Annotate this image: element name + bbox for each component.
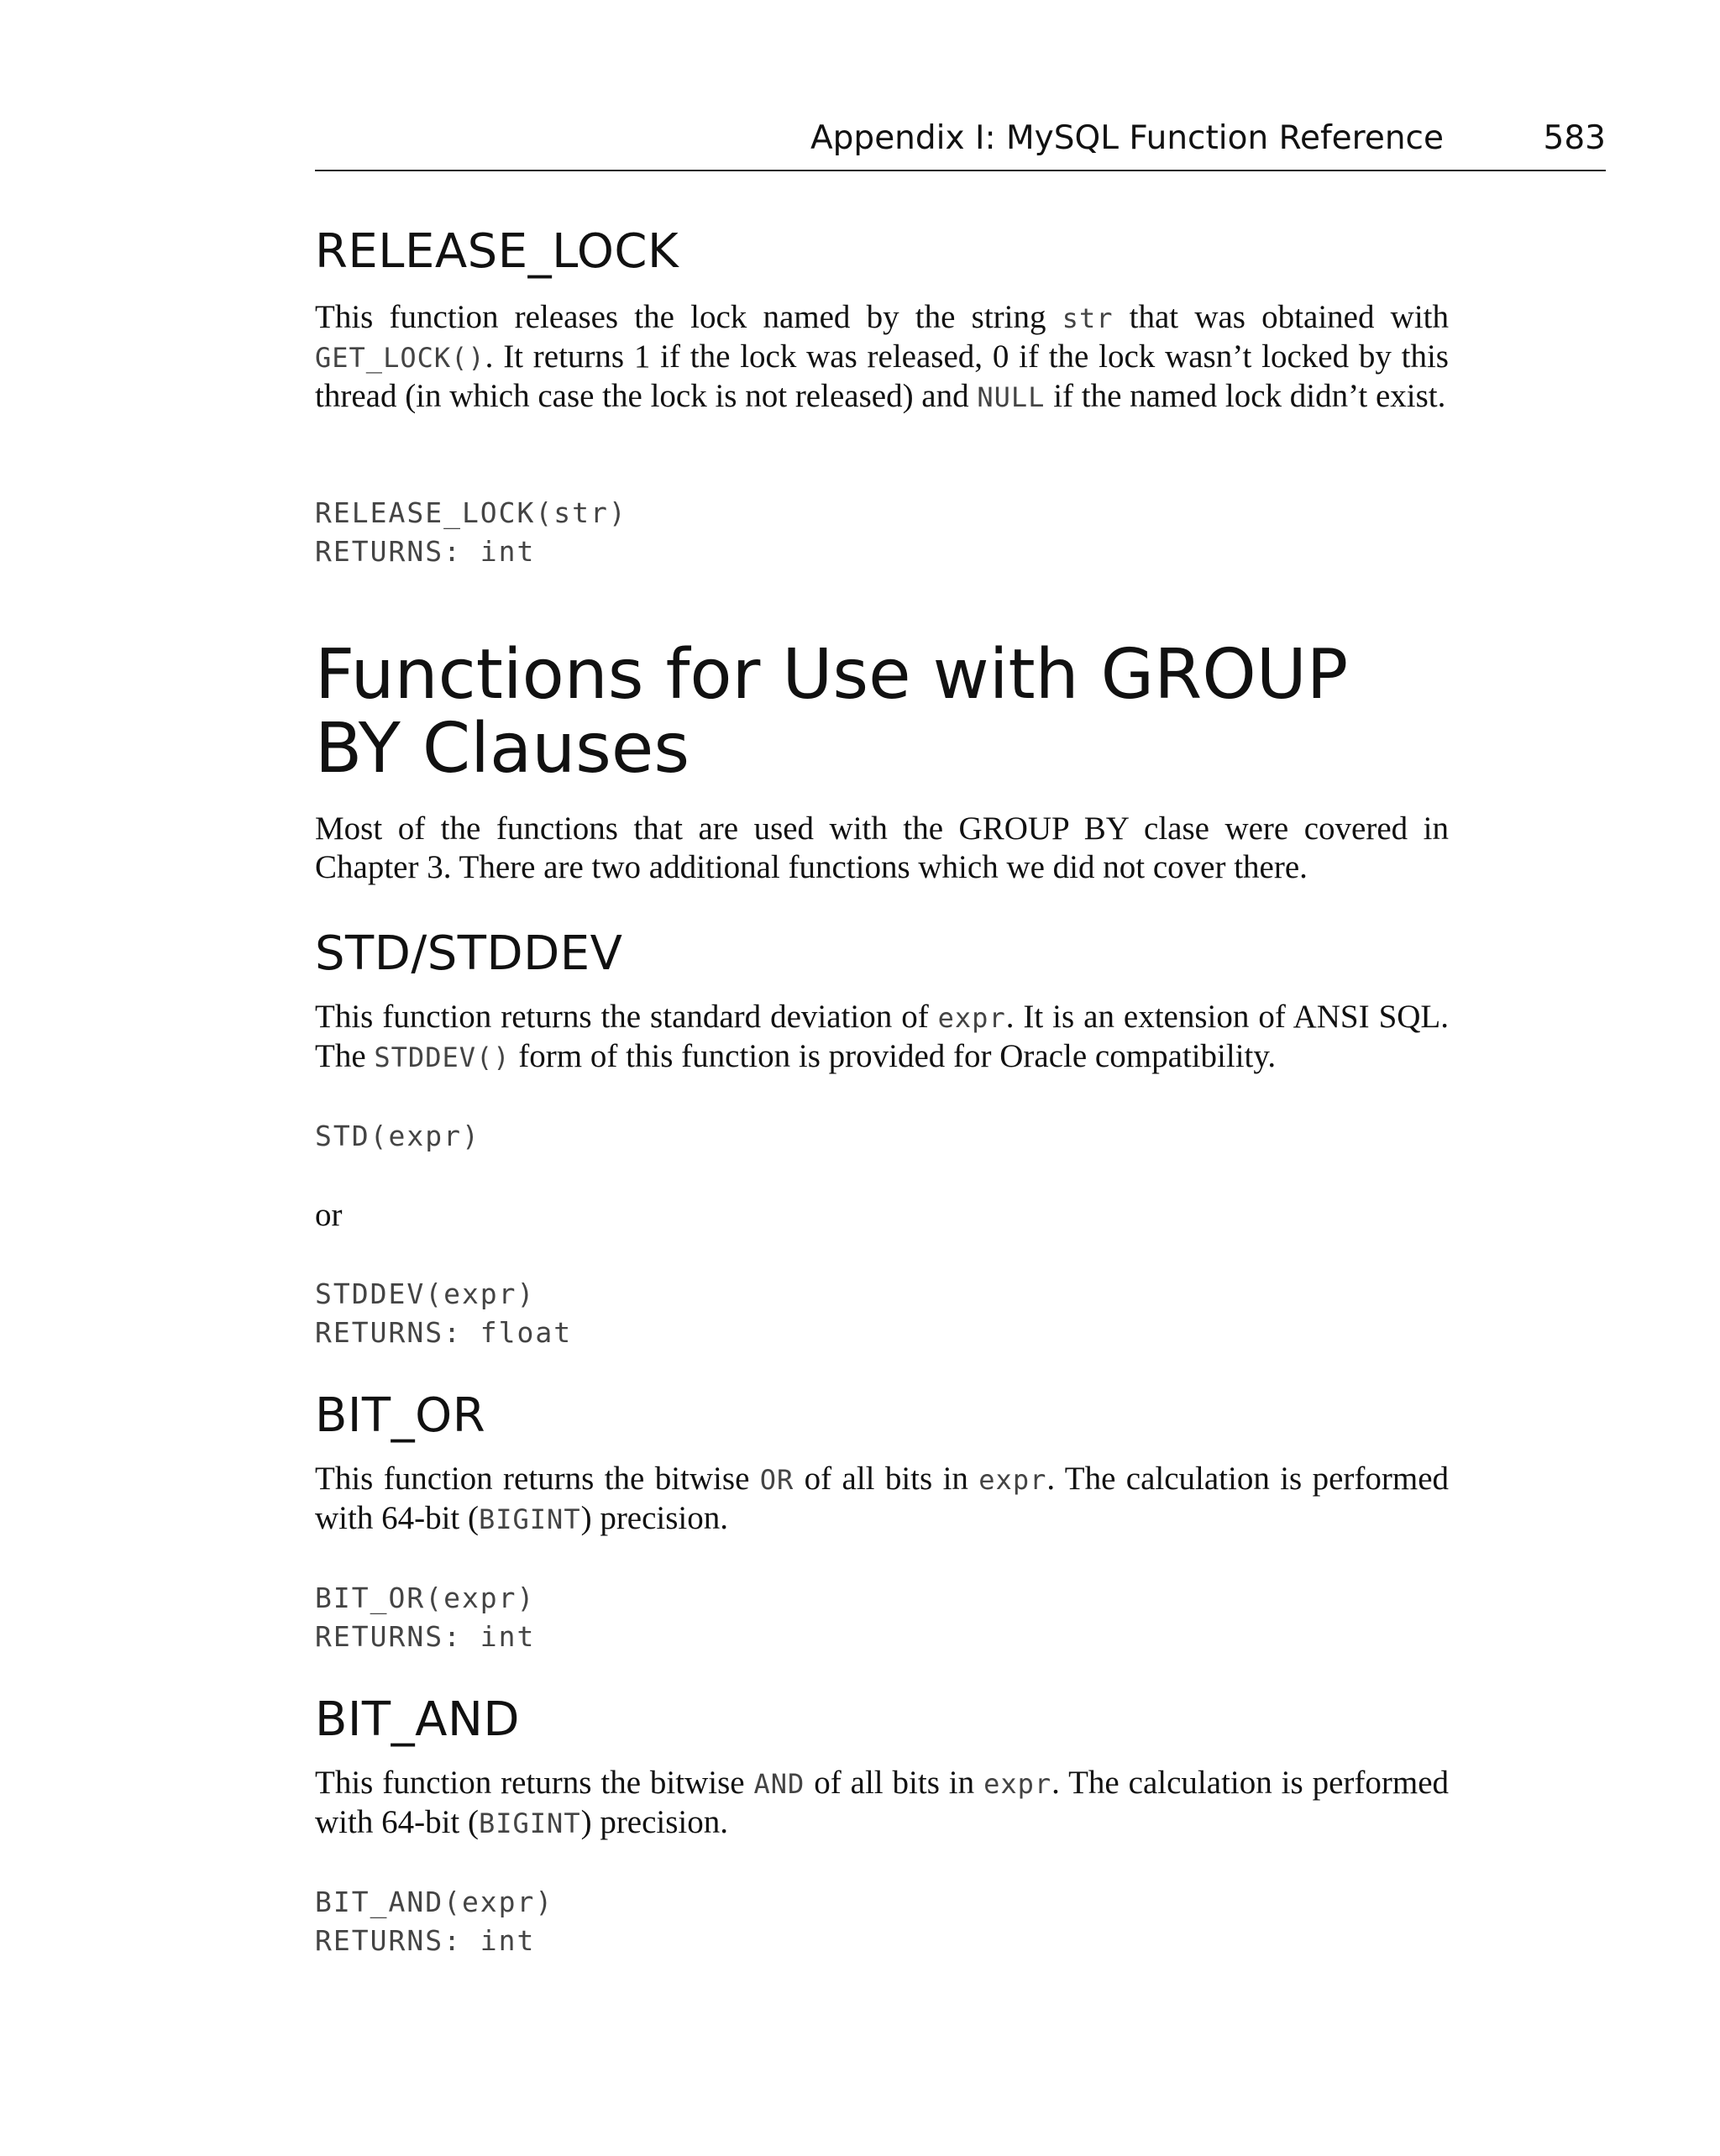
code-line: RETURNS: int	[315, 535, 536, 568]
inline-code: expr	[937, 1002, 1006, 1034]
code-block-std	[315, 1117, 1449, 1156]
group-by-intro	[315, 810, 1449, 887]
text: This function returns the bitwise	[315, 1461, 760, 1497]
text: of all bits in	[805, 1765, 984, 1801]
text: form of this function is provided for Oracle compatibility.	[510, 1038, 1277, 1074]
text: that was obtained with	[1113, 299, 1449, 335]
text: if the named lock didn’t exist.	[1045, 378, 1446, 414]
header-title: Appendix I: MySQL Function Reference	[810, 119, 1444, 157]
paragraph	[315, 298, 1449, 417]
text: . It is an extension of ANSI SQL. The	[315, 999, 1449, 1074]
text: ) precision.	[580, 1804, 729, 1840]
text: This function releases the lock named by the string	[315, 299, 1062, 335]
section-release-lock	[315, 225, 1449, 279]
paragraph	[315, 1460, 1449, 1539]
code-line: RETURNS: float	[315, 1316, 573, 1349]
code-line: STDDEV(expr)	[315, 1277, 536, 1310]
text: . It returns 1 if the lock was released, 0 if the lock wasn’t locked by this thread (in which case the lock is not released) and	[315, 338, 1449, 414]
heading-bit-or: BIT_OR	[315, 1388, 486, 1443]
text: This function returns the bitwise	[315, 1765, 754, 1801]
chapter-section-title	[315, 635, 1449, 789]
inline-code: NULL	[977, 381, 1046, 413]
text: . The calculation is performed with 64-bit (	[315, 1461, 1450, 1536]
text: of all bits in	[794, 1461, 979, 1497]
paragraph	[315, 1764, 1449, 1843]
code-line: BIT_AND(expr)	[315, 1886, 554, 1918]
inline-code: STDDEV()	[374, 1041, 511, 1073]
code-block-stddev	[315, 1275, 1449, 1352]
code-line: BIT_OR(expr)	[315, 1582, 536, 1614]
inline-code: expr	[978, 1464, 1047, 1496]
or-text: or	[315, 1197, 343, 1233]
text: . The calculation is performed with 64-bit (	[315, 1765, 1450, 1840]
inline-code: BIGINT	[478, 1503, 581, 1535]
section-stddev	[315, 927, 1449, 981]
text: This function returns the standard deviation of	[315, 999, 938, 1035]
text: ) precision.	[580, 1500, 729, 1536]
inline-code: AND	[753, 1768, 805, 1800]
heading-stddev: STD/STDDEV	[315, 926, 623, 981]
code-line: STD(expr)	[315, 1120, 480, 1152]
inline-code: BIGINT	[478, 1807, 581, 1839]
code-line: RETURNS: int	[315, 1620, 536, 1653]
inline-code: GET_LOCK()	[315, 342, 485, 374]
stddev-description	[315, 998, 1449, 1077]
title-line: Functions for Use with GROUP	[315, 635, 1349, 715]
paragraph	[315, 998, 1449, 1077]
inline-code: expr	[983, 1768, 1052, 1800]
heading-release-lock: RELEASE_LOCK	[315, 224, 679, 279]
release-lock-description	[315, 298, 1449, 417]
code-block-release-lock	[315, 494, 1449, 571]
section-bit-or	[315, 1389, 1449, 1443]
or-text-block	[315, 1196, 1449, 1235]
code-line: RELEASE_LOCK(str)	[315, 496, 627, 529]
code-block-bit-or	[315, 1579, 1449, 1656]
inline-code: str	[1062, 302, 1114, 334]
bit-or-description	[315, 1460, 1449, 1539]
bit-and-description	[315, 1764, 1449, 1843]
page-number: 583	[1543, 119, 1606, 157]
section-bit-and	[315, 1693, 1449, 1747]
title-line: BY Clauses	[315, 709, 690, 789]
code-line: RETURNS: int	[315, 1924, 536, 1957]
paragraph: Most of the functions that are used with the GROUP BY clase were covered in Chapter 3. There are two additional functions which we did not cover there.	[315, 810, 1449, 885]
code-block-bit-and	[315, 1883, 1449, 1960]
heading-bit-and: BIT_AND	[315, 1692, 520, 1747]
inline-code: OR	[759, 1464, 794, 1496]
running-header	[315, 118, 1606, 171]
section-group-by	[315, 635, 1449, 789]
